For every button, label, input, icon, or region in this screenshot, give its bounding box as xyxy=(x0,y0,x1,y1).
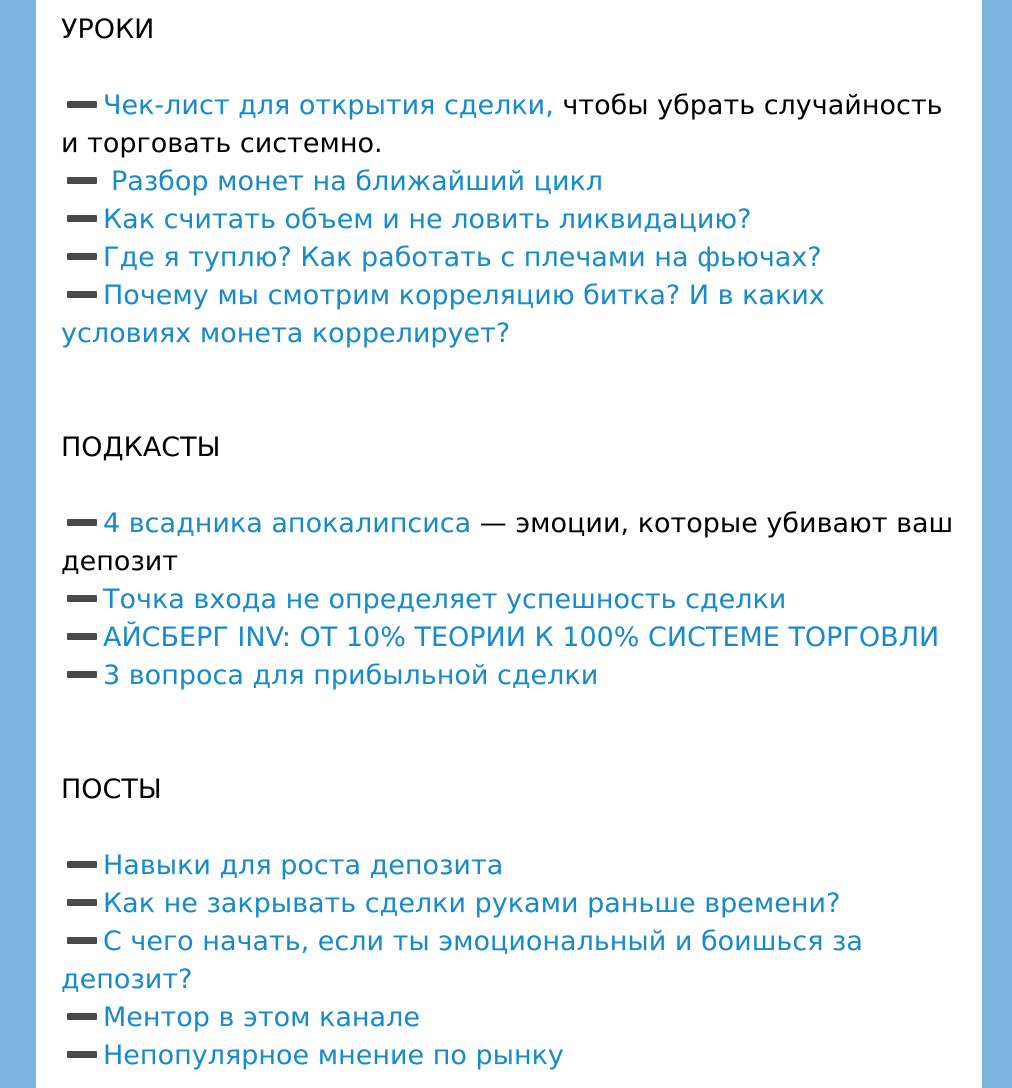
list-item xyxy=(61,657,958,695)
section-heading: ПОДКАСТЫ xyxy=(61,432,221,463)
list-item xyxy=(61,87,958,163)
list-item xyxy=(61,885,958,923)
link[interactable]: Как не закрывать сделки руками раньше времени? xyxy=(103,888,841,919)
minus-icon xyxy=(67,633,97,640)
list-item xyxy=(61,163,958,201)
list-item xyxy=(61,999,958,1037)
link[interactable]: Навыки для роста депозита xyxy=(103,850,504,881)
minus-icon xyxy=(67,291,97,298)
minus-icon xyxy=(67,861,97,868)
list-item xyxy=(61,505,958,581)
section-heading: ПОСТЫ xyxy=(61,774,162,805)
section-lessons xyxy=(61,11,958,353)
minus-icon xyxy=(67,671,97,678)
link[interactable]: 4 всадника апокалипсиса xyxy=(103,508,472,539)
list-item xyxy=(61,201,958,239)
list-item xyxy=(61,581,958,619)
list-item xyxy=(61,1037,958,1075)
section-gap xyxy=(61,695,958,771)
minus-icon xyxy=(67,177,97,184)
link[interactable]: Чек-лист для открытия сделки, xyxy=(103,90,554,121)
item-text: — эмоции, которые убивают ваш депозит xyxy=(61,508,954,577)
link[interactable]: 3 вопроса для прибыльной сделки xyxy=(103,660,599,691)
link[interactable]: Точка входа не определяет успешность сделки xyxy=(103,584,787,615)
link[interactable]: Ментор в этом канале xyxy=(103,1002,420,1033)
link[interactable]: С чего начать, если ты эмоциональный и боишься за депозит? xyxy=(61,926,863,995)
section-podcasts xyxy=(61,429,958,695)
link[interactable]: Разбор монет на ближайший цикл xyxy=(111,166,604,197)
minus-icon xyxy=(67,937,97,944)
link[interactable]: Как считать объем и не ловить ликвидацию? xyxy=(103,204,752,235)
minus-icon xyxy=(67,101,97,108)
link[interactable]: Где я туплю? Как работать с плечами на фьючах? xyxy=(103,242,822,273)
section-heading: УРОКИ xyxy=(61,14,155,45)
list-item xyxy=(61,239,958,277)
minus-icon xyxy=(67,253,97,260)
spacer xyxy=(61,809,958,847)
spacer xyxy=(61,467,958,505)
section-posts xyxy=(61,771,958,1075)
minus-icon xyxy=(67,1013,97,1020)
minus-icon xyxy=(67,215,97,222)
minus-icon xyxy=(67,595,97,602)
item-text: чтобы убрать случайность и торговать системно. xyxy=(61,90,943,159)
link[interactable]: АЙСБЕРГ INV: ОТ 10% ТЕОРИИ К 100% СИСТЕМЕ ТОРГОВЛИ xyxy=(103,622,940,653)
minus-icon xyxy=(67,519,97,526)
minus-icon xyxy=(67,1051,97,1058)
message-bubble xyxy=(36,0,982,1088)
section-gap xyxy=(61,353,958,429)
list-item xyxy=(61,277,958,353)
list-item xyxy=(61,619,958,657)
minus-icon xyxy=(67,899,97,906)
link[interactable]: Почему мы смотрим корреляцию битка? И в каких условиях монета коррелирует? xyxy=(61,280,825,349)
link[interactable]: Непопулярное мнение по рынку xyxy=(103,1040,564,1071)
list-item xyxy=(61,847,958,885)
list-item xyxy=(61,923,958,999)
spacer xyxy=(61,49,958,87)
